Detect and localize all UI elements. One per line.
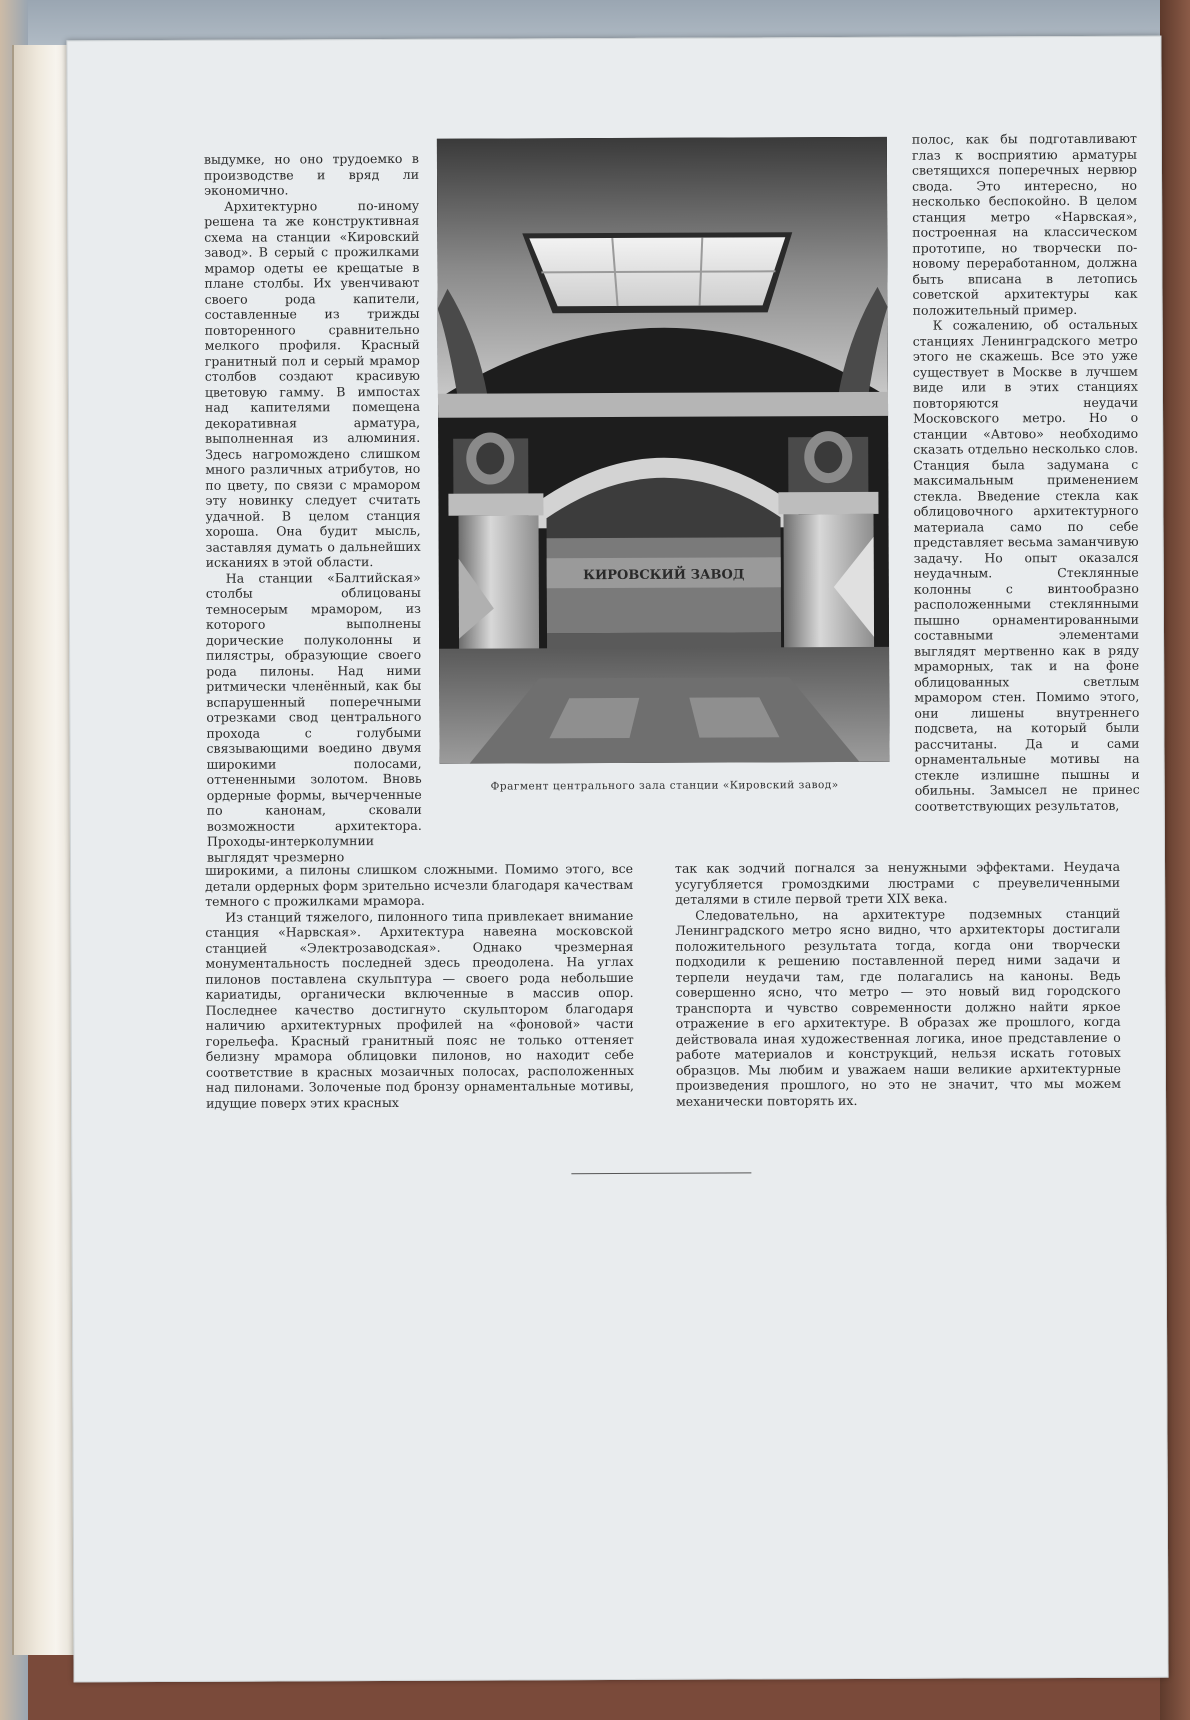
paragraph: К сожалению, об остальных станциях Ленинградского метро этого не скажешь. Все это уже существует в Москве в лучшем виде или в этих станциях повторяются неудачи Московского метро. Но о станции «Автово» необходимо сказать отдельно несколько слов. Станция была задумана с максимальным применением стекла. Введение стекла как облицовочного архитектурного материала само по себе представляет весьма заманчивую задачу. Но опыт оказался неудачным. Стеклянные колонны с винтообразно расположенными стеклянными пышно орнаментированными составными элементами выглядят мертвенно как в ряду мраморных, так и на фоне облицованных светлым мрамором стен. Помимо этого, они лишены внутреннего подсвета, на который были рассчитаны. Да и сами орнаментальные мотивы на стекле излишне пышны и обильны. Замысел не принес соответствующих результатов, xyxy=(912,316,1140,814)
paragraph: Следовательно, на архитектуре подземных станций Ленинградского метро ясно видно, что архитекторы достигали положительного результата тогда, когда они творчески подходили к решению поставленной перед ними задачи и терпели неудачи там, где полагались на каноны. Ведь совершенно ясно, что метро — это новый вид городского транспорта и чувство современности должно найти яркое отражение в его архитектуре. В образах же прошлого, когда действовала иная художественная логика, иное представление о работе материалов и конструкций, нельзя искать готовых образцов. Мы любим и уважаем наши великие архитектурные произведения прошлого, но это не значит, что мы можем механически повторять их. xyxy=(675,905,1122,1109)
paragraph: широкими, а пилоны слишком сложными. Помимо этого, все детали ордерных форм зрительно исчезли благодаря качествам темного с прожилками мрамора. xyxy=(205,860,634,909)
paragraph: На станции «Балтийская» столбы облицованы темносерым мрамором, из которого выполнены дорические полуколонны и пилястры, образующие своего рода пилоны. Над ними ритмически членённый, как бы вспарушенный поперечными отрезками свод центрального прохода с голубыми связывающими воедино двумя широкими полосами, оттененными золотом. Вновь ордерные формы, вычерченные по канонам, сковали возможности архитектора. Проходы-интерколумнии выглядят чрезмерно xyxy=(205,569,422,865)
left-text-column xyxy=(204,151,422,865)
bottom-left-text-column xyxy=(205,861,634,1111)
paragraph: выдумке, но оно трудоемко в производстве и вряд ли экономично. xyxy=(203,150,420,198)
paragraph: Архитектурно по-иному решена та же конструктивная схема на станции «Кировский завод». В серый с прожилками мрамор одеты ее крещатые в плане столбы. Их увенчивают своего рода капители, составленные из трижды повторенного сравнительно мелкого профиля. Красный гранитный пол и серый мрамор столбов создают красивую цветовую гамму. В импостах над капителями помещена декоративная арматура, выполненная из алюминия. Здесь нагромождено слишком много различных атрибутов, но по цвету, по связи с мрамором эту новинку следует считать удачной. В целом станция хороша. Она будит мысль, заставляя думать о дальнейших исканиях в этой области. xyxy=(204,197,421,570)
book-page xyxy=(66,36,1168,1683)
bottom-right-text-column xyxy=(675,859,1121,1109)
book-binding xyxy=(12,45,74,1655)
paragraph: полос, как бы подготавливают глаз к восприятию арматуры светящихся поперечных нервюр свода. Это интересно, но несколько беспокойно. В целом станция метро «Нарвская», построенная на классическом прототипе, но творчески по-новому переработанном, должна быть вписана в летопись советской архитектуры как положительный пример. xyxy=(911,130,1138,318)
station-hall-illustration xyxy=(437,137,890,764)
paragraph: Из станций тяжелого, пилонного типа привлекает внимание станция «Нарвская». Архитектура навеяна московской станцией «Электрозаводская». Однако чрезмерная монументальность последней здесь преодолена. На углах пилонов поставлена скульптура — своего рода небольшие кариатиды, органически включенные в массив опор. Последнее качество достигнуто скульптором благодаря наличию архитектурных профилей на «фоновой» части горельефа. Красный гранитный пояс не только оттеняет белизну мрамора облицовки пилонов, но находит себе соответствие в красных мозаичных полосах, расположенных над пилонами. Золоченые под бронзу орнаментальные мотивы, идущие поверх этих красных xyxy=(205,907,635,1111)
right-text-column xyxy=(912,131,1140,814)
paragraph: так как зодчий погнался за ненужными эффектами. Неудача усугубляется громоздкими люстрами с преувеличенными деталями в стиле первой трети XIX века. xyxy=(675,858,1121,907)
station-sign-text: КИРОВСКИЙ ЗАВОД xyxy=(583,567,745,584)
photo-caption: Фрагмент центрального зала станции «Кировский завод» xyxy=(490,779,839,793)
station-photo xyxy=(437,137,890,764)
end-of-article-rule xyxy=(571,1172,751,1174)
